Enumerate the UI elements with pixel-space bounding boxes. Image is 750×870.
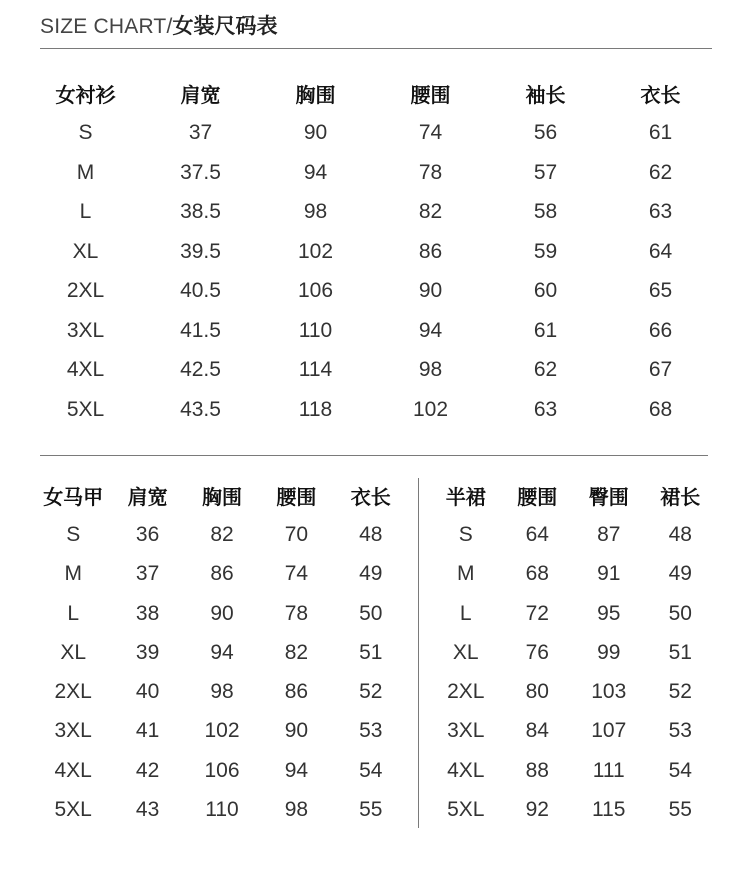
measurement-cell: 98 (418, 358, 443, 382)
size-label-cell: S (66, 522, 81, 546)
measurement-cell: 90 (303, 121, 328, 145)
measurement-cell: 92 (525, 798, 549, 822)
measurement-cell: 50 (359, 601, 383, 625)
measurement-cell: 40.5 (180, 279, 221, 303)
measurement-cell: 36 (135, 522, 160, 546)
measurement-cell: 67 (648, 358, 673, 382)
measurement-cell: 91 (597, 562, 621, 586)
shirt-size-table (28, 74, 718, 430)
measurement-cell: 53 (359, 719, 383, 743)
measurement-cell: 48 (359, 522, 383, 546)
measurement-cell: 74 (284, 562, 309, 586)
measurement-cell: 43 (135, 798, 160, 822)
measurement-cell: 110 (205, 798, 239, 822)
measurement-cell: 86 (210, 562, 234, 586)
measurement-cell: 39.5 (180, 239, 221, 263)
column-header: 腰围 (517, 485, 558, 510)
measurement-cell: 114 (298, 358, 333, 382)
size-label-cell: L (67, 601, 80, 625)
measurement-cell: 60 (533, 279, 558, 303)
measurement-cell: 41 (135, 719, 160, 743)
size-label-cell: M (64, 562, 82, 586)
vest-size-table (36, 476, 408, 830)
column-header: 臀围 (588, 485, 629, 510)
measurement-cell: 76 (525, 640, 549, 664)
measurement-cell: 55 (668, 798, 692, 822)
measurement-cell: 107 (591, 719, 627, 743)
measurement-cell: 40 (135, 680, 160, 704)
measurement-cell: 37 (135, 562, 160, 586)
measurement-cell: 65 (648, 279, 673, 303)
measurement-cell: 98 (303, 200, 328, 224)
measurement-cell: 39 (135, 640, 160, 664)
measurement-cell: 62 (648, 160, 673, 184)
column-header: 肩宽 (127, 485, 168, 510)
measurement-cell: 78 (284, 601, 309, 625)
size-label-cell: XL (60, 640, 87, 664)
measurement-cell: 63 (533, 397, 558, 421)
measurement-cell: 43.5 (180, 397, 221, 421)
page-title-english: SIZE CHART/ (40, 15, 173, 38)
measurement-cell: 41.5 (180, 318, 221, 342)
size-label-cell: 5XL (447, 798, 485, 822)
measurement-cell: 42.5 (180, 358, 221, 382)
measurement-cell: 57 (533, 160, 558, 184)
size-label-cell: L (459, 601, 472, 625)
size-label-cell: 3XL (54, 719, 92, 743)
measurement-cell: 51 (668, 640, 692, 664)
size-label-cell: 4XL (447, 758, 485, 782)
size-label-cell: 4XL (54, 758, 92, 782)
measurement-cell: 62 (533, 358, 558, 382)
size-label-cell: S (458, 522, 473, 546)
measurement-cell: 80 (525, 680, 549, 704)
measurement-cell: 99 (597, 640, 621, 664)
measurement-cell: 38 (135, 601, 160, 625)
size-label-cell: 5XL (66, 397, 105, 421)
size-label-cell: 3XL (447, 719, 485, 743)
measurement-cell: 70 (284, 522, 309, 546)
size-label-cell: 2XL (54, 680, 92, 704)
measurement-cell: 94 (284, 758, 309, 782)
measurement-cell: 58 (533, 200, 558, 224)
measurement-cell: 61 (648, 121, 673, 145)
measurement-cell: 102 (297, 239, 334, 263)
middle-divider (40, 455, 708, 456)
measurement-cell: 90 (210, 601, 234, 625)
measurement-cell: 61 (533, 318, 558, 342)
measurement-cell: 68 (648, 397, 673, 421)
column-header: 袖长 (525, 83, 566, 108)
measurement-cell: 48 (668, 522, 692, 546)
measurement-cell: 53 (668, 719, 692, 743)
measurement-cell: 82 (284, 640, 309, 664)
measurement-cell: 98 (210, 680, 234, 704)
measurement-cell: 82 (210, 522, 234, 546)
column-header: 胸围 (295, 83, 336, 108)
measurement-cell: 74 (418, 121, 443, 145)
measurement-cell: 63 (648, 200, 673, 224)
measurement-cell: 95 (597, 601, 621, 625)
column-header: 裙长 (660, 485, 701, 510)
size-label-cell: M (76, 160, 95, 184)
size-label-cell: 5XL (54, 798, 92, 822)
measurement-cell: 88 (525, 758, 549, 782)
size-label-cell: L (79, 200, 92, 224)
size-label-cell: 2XL (66, 279, 105, 303)
column-header: 女衬衫 (55, 83, 116, 108)
measurement-cell: 51 (359, 640, 383, 664)
measurement-cell: 59 (533, 239, 558, 263)
size-label-cell: 4XL (66, 358, 105, 382)
measurement-cell: 54 (359, 758, 383, 782)
column-header: 胸围 (201, 485, 242, 510)
top-divider (40, 48, 712, 49)
measurement-cell: 115 (592, 798, 626, 822)
size-label-cell: 2XL (447, 680, 485, 704)
measurement-cell: 82 (418, 200, 443, 224)
size-label-cell: M (457, 562, 475, 586)
measurement-cell: 102 (204, 719, 240, 743)
measurement-cell: 86 (418, 239, 443, 263)
measurement-cell: 72 (525, 601, 549, 625)
size-label-cell: S (78, 121, 93, 145)
measurement-cell: 38.5 (180, 200, 221, 224)
measurement-cell: 37.5 (180, 160, 221, 184)
column-header: 半裙 (445, 485, 486, 510)
size-label-cell: 3XL (66, 318, 105, 342)
measurement-cell: 111 (592, 758, 625, 782)
measurement-cell: 42 (135, 758, 160, 782)
page-title (40, 10, 278, 40)
column-header: 衣长 (640, 83, 681, 108)
measurement-cell: 90 (418, 279, 443, 303)
column-header: 肩宽 (180, 83, 221, 108)
table-separator (418, 478, 419, 828)
measurement-cell: 84 (525, 719, 549, 743)
measurement-cell: 94 (303, 160, 328, 184)
measurement-cell: 106 (204, 758, 240, 782)
skirt-size-table (430, 476, 716, 830)
measurement-cell: 106 (297, 279, 334, 303)
measurement-cell: 110 (298, 318, 333, 342)
measurement-cell: 66 (648, 318, 673, 342)
measurement-cell: 54 (668, 758, 692, 782)
measurement-cell: 102 (412, 397, 449, 421)
column-header: 女马甲 (43, 485, 104, 510)
measurement-cell: 37 (188, 121, 213, 145)
page-title-chinese: 女装尺码表 (172, 14, 278, 38)
measurement-cell: 86 (284, 680, 309, 704)
measurement-cell: 94 (210, 640, 234, 664)
column-header: 衣长 (350, 485, 391, 510)
column-header: 腰围 (276, 485, 317, 510)
measurement-cell: 56 (533, 121, 558, 145)
measurement-cell: 103 (591, 680, 627, 704)
measurement-cell: 64 (525, 522, 549, 546)
measurement-cell: 118 (298, 397, 333, 421)
measurement-cell: 52 (359, 680, 383, 704)
measurement-cell: 50 (668, 601, 692, 625)
measurement-cell: 64 (648, 239, 673, 263)
measurement-cell: 52 (668, 680, 692, 704)
measurement-cell: 98 (284, 798, 309, 822)
column-header: 腰围 (410, 83, 451, 108)
measurement-cell: 78 (418, 160, 443, 184)
measurement-cell: 87 (597, 522, 621, 546)
measurement-cell: 90 (284, 719, 309, 743)
size-label-cell: XL (452, 640, 479, 664)
measurement-cell: 68 (525, 562, 549, 586)
measurement-cell: 49 (668, 562, 692, 586)
measurement-cell: 94 (418, 318, 443, 342)
measurement-cell: 49 (359, 562, 383, 586)
measurement-cell: 55 (359, 798, 383, 822)
size-label-cell: XL (72, 239, 99, 263)
